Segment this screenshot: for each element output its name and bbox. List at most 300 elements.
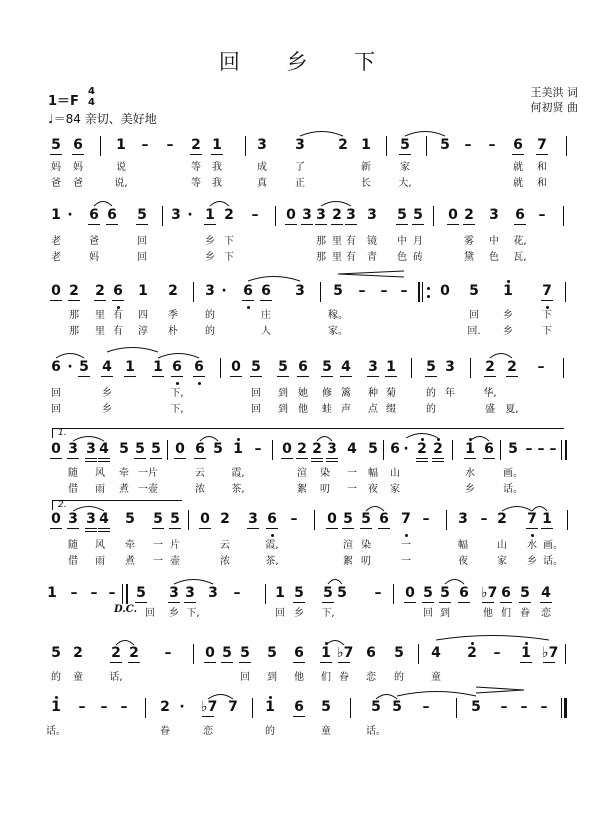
barline: [220, 358, 221, 378]
note: 5: [368, 441, 378, 457]
lyric-syllable: 片: [170, 540, 180, 551]
final-barline: [561, 698, 562, 718]
note: 6: [261, 283, 271, 299]
note: 3: [295, 283, 305, 299]
underline: [311, 461, 323, 462]
lyric-syllable: 的: [51, 672, 61, 683]
lyricist-credit: 王美洪 词: [530, 86, 578, 99]
note: 2: [507, 359, 517, 375]
lyric-syllable: 那: [69, 326, 79, 337]
underline: [439, 602, 451, 603]
note: 2: [191, 137, 201, 153]
lyric-syllable: 眷: [339, 672, 349, 683]
underline: [202, 716, 214, 717]
note: 3: [295, 137, 305, 153]
note: 3: [327, 441, 337, 457]
note: 1: [47, 585, 57, 601]
lyric-syllable: 青: [367, 252, 377, 263]
underline: [378, 528, 390, 529]
note: 6: [513, 137, 523, 153]
lyric-syllable: 雨: [95, 484, 105, 495]
note: 6: [390, 441, 400, 457]
note: 1: [153, 359, 163, 375]
note: –: [537, 441, 545, 457]
note: 0: [327, 511, 337, 527]
barline: [433, 206, 434, 226]
lyric-syllable: 他: [294, 672, 304, 683]
barline: [500, 440, 501, 460]
underline: [311, 458, 323, 459]
lyric-syllable: 色: [489, 252, 499, 263]
double-barline: [126, 584, 128, 604]
note: 7: [228, 699, 238, 715]
underline: [326, 461, 338, 462]
slur: [490, 354, 512, 359]
barline: [275, 206, 276, 226]
lyric-syllable: 就: [513, 178, 523, 189]
lyric-syllable: 年: [445, 388, 455, 399]
note: ·: [67, 359, 73, 375]
note: –: [166, 137, 174, 153]
lyric-syllable: 童: [321, 726, 331, 737]
note: 2: [224, 207, 234, 223]
note: 2: [95, 283, 105, 299]
underline: [136, 224, 148, 225]
note: 0: [200, 511, 210, 527]
slur: [300, 132, 343, 137]
lyric-syllable: 乡: [102, 404, 112, 415]
note: –: [254, 441, 262, 457]
lyric-syllable: 和: [537, 162, 547, 173]
lyric-syllable: 到: [440, 608, 450, 619]
underline: [50, 458, 62, 459]
barline: [193, 282, 194, 302]
lyric-syllable: 那: [316, 252, 326, 263]
note: 6: [172, 359, 182, 375]
note: –: [358, 283, 366, 299]
lyric-syllable: 下,: [170, 404, 184, 415]
note: 3: [489, 207, 499, 223]
note: 2: [168, 283, 178, 299]
lyric-syllable: 蛙: [322, 404, 332, 415]
lyric-syllable: 季: [168, 310, 178, 321]
lyric-syllable: 乡: [169, 608, 179, 619]
note: 1: [265, 699, 275, 715]
note: 1: [542, 511, 552, 527]
double-barline: [565, 440, 567, 460]
underline: [484, 376, 496, 377]
underline: [541, 528, 553, 529]
lyric-syllable: 稼。: [328, 310, 348, 321]
underline: [50, 154, 62, 155]
lyric-syllable: 的: [265, 726, 275, 737]
underline: [204, 662, 216, 663]
note: ·: [187, 207, 193, 223]
volta-bracket: [52, 428, 564, 429]
underline: [447, 224, 459, 225]
note: –: [290, 511, 298, 527]
octave-dot-high: [437, 438, 440, 441]
note: 5: [400, 137, 410, 153]
note: –: [380, 283, 388, 299]
note: 1: [125, 359, 135, 375]
slur: [210, 202, 229, 207]
note: 3: [185, 585, 195, 601]
lyric-syllable: 里: [332, 236, 342, 247]
note: 3: [368, 359, 378, 375]
barline: [350, 698, 351, 718]
note: 7: [537, 137, 547, 153]
barline: [386, 136, 387, 156]
lyric-syllable: 下,: [321, 608, 335, 619]
note: ♭7: [201, 699, 218, 715]
underline: [242, 300, 254, 301]
note: 5: [469, 283, 479, 299]
underline: [85, 528, 97, 529]
note: 5: [471, 699, 481, 715]
note: 2: [417, 441, 427, 457]
note: 5: [170, 511, 180, 527]
note: 2: [111, 645, 121, 661]
note: 5: [426, 359, 436, 375]
note: 6: [366, 645, 376, 661]
note: –: [422, 511, 430, 527]
barline: [426, 136, 427, 156]
barline: [314, 510, 315, 530]
lyric-syllable: 回: [275, 608, 285, 619]
underline: [463, 224, 475, 225]
lyric-syllable: 回: [51, 388, 61, 399]
underline: [68, 300, 80, 301]
lyric-syllable: 们: [321, 672, 331, 683]
note: 2: [338, 137, 348, 153]
note: –: [108, 585, 116, 601]
note: 0: [51, 441, 61, 457]
octave-dot-high: [269, 696, 272, 699]
lyric-syllable: 老: [51, 236, 61, 247]
note: 6: [484, 441, 494, 457]
song-title: 回 乡 下: [218, 50, 396, 74]
underline: [277, 376, 289, 377]
underline: [193, 376, 205, 377]
lyric-syllable: 染: [320, 468, 330, 479]
lyric-syllable: 修: [322, 388, 332, 399]
lyric-syllable: 我: [212, 178, 222, 189]
note: 4: [347, 441, 357, 457]
note: 1: [321, 645, 331, 661]
lyric-syllable: 一: [153, 540, 163, 551]
note: 5: [51, 137, 61, 153]
note: 1: [212, 137, 222, 153]
note: 1: [521, 645, 531, 661]
note: 5: [371, 699, 381, 715]
underline: [239, 662, 251, 663]
lyric-syllable: 壶: [170, 556, 180, 567]
lyric-syllable: 新: [361, 162, 371, 173]
barline: [563, 358, 564, 378]
note: 0: [51, 511, 61, 527]
underline: [483, 458, 495, 459]
note: ♭7: [337, 645, 354, 661]
lyric-syllable: 童: [431, 672, 441, 683]
lyric-syllable: 叨: [320, 484, 330, 495]
note: 5: [440, 585, 450, 601]
lyric-syllable: 下,: [186, 608, 200, 619]
note: 2: [497, 511, 507, 527]
lyric-syllable: 的: [205, 310, 215, 321]
underline: [152, 376, 164, 377]
lyric-syllable: 幅: [368, 468, 378, 479]
lyric-syllable: 篱: [341, 388, 351, 399]
barline: [265, 584, 266, 604]
note: –: [500, 699, 508, 715]
lyric-syllable: 山: [497, 540, 507, 551]
note: –: [464, 137, 472, 153]
note: –: [164, 645, 172, 661]
lyric-syllable: 到: [278, 388, 288, 399]
underline: [50, 528, 62, 529]
lyric-syllable: 牵: [119, 468, 129, 479]
lyric-syllable: 一片: [138, 468, 158, 479]
barline: [563, 206, 564, 226]
underline: [101, 376, 113, 377]
note: –: [488, 137, 496, 153]
underline: [399, 154, 411, 155]
lyric-syllable: 回.: [467, 326, 481, 337]
underline: [266, 528, 278, 529]
note: 6: [267, 511, 277, 527]
barline: [418, 644, 419, 664]
slur: [436, 636, 549, 641]
lyric-syllable: 茶,: [231, 484, 245, 495]
note: 5: [240, 645, 250, 661]
underline: [322, 602, 334, 603]
tempo-marking: ♩＝84 亲切、美好地: [48, 112, 157, 126]
note: 5: [413, 207, 423, 223]
barline: [565, 282, 566, 302]
lyric-syllable: 菊: [386, 388, 396, 399]
barline: [446, 510, 447, 530]
barline: [411, 358, 412, 378]
note: 5: [333, 283, 343, 299]
underline: [152, 528, 164, 529]
barline: [383, 440, 384, 460]
underline: [321, 376, 333, 377]
double-barline: [561, 440, 562, 460]
note: 6: [379, 511, 389, 527]
underline: [416, 461, 428, 462]
note: 6: [298, 359, 308, 375]
note: 5: [294, 585, 304, 601]
octave-dot-high: [469, 438, 472, 441]
note: 6: [113, 283, 123, 299]
hairpin: [338, 271, 404, 277]
underline: [85, 458, 97, 459]
underline: [412, 224, 424, 225]
underline: [199, 528, 211, 529]
note: 2: [220, 511, 230, 527]
lyric-syllable: 云: [195, 468, 205, 479]
note: 3: [86, 511, 96, 527]
lyric-syllable: 砖: [413, 252, 423, 263]
note: 6: [501, 585, 511, 601]
note: 1: [116, 137, 126, 153]
note: –: [70, 585, 78, 601]
lyric-syllable: 成: [257, 162, 267, 173]
note: 6: [459, 585, 469, 601]
lyric-syllable: 里: [332, 252, 342, 263]
underline: [458, 602, 470, 603]
underline: [135, 602, 147, 603]
note: 1: [233, 441, 243, 457]
octave-dot-high: [471, 642, 474, 645]
underline: [67, 458, 79, 459]
lyric-syllable: 里: [95, 326, 105, 337]
lyric-syllable: 爸: [73, 178, 83, 189]
lyric-syllable: 真: [257, 178, 267, 189]
underline: [98, 458, 110, 459]
lyric-syllable: 煮: [125, 556, 135, 567]
slur: [445, 580, 464, 585]
note: 3: [208, 585, 218, 601]
lyric-syllable: 下,: [170, 388, 184, 399]
lyric-syllable: 眷: [160, 726, 170, 737]
lyric-syllable: 恋: [203, 726, 213, 737]
lyric-syllable: 话,: [109, 672, 123, 683]
lyric-syllable: 黛: [464, 252, 474, 263]
lyric-syllable: 盛: [485, 404, 495, 415]
note: ♭7: [481, 585, 498, 601]
lyric-syllable: 山: [390, 468, 400, 479]
lyric-syllable: 画。: [543, 540, 563, 551]
lyric-syllable: 恋: [366, 672, 376, 683]
barline: [566, 136, 567, 156]
barline: [162, 206, 163, 226]
note: 6: [243, 283, 253, 299]
lyric-syllable: 家: [497, 556, 507, 567]
lyric-syllable: 有: [113, 310, 123, 321]
underline: [519, 602, 531, 603]
note: 5: [151, 441, 161, 457]
lyric-syllable: 借: [68, 556, 78, 567]
underline: [171, 376, 183, 377]
note: 6: [294, 645, 304, 661]
repeat-dot: [427, 295, 430, 298]
note: –: [100, 699, 108, 715]
underline: [124, 376, 136, 377]
lyric-syllable: 大,: [398, 178, 412, 189]
note: –: [233, 585, 241, 601]
lyric-syllable: 话。: [46, 726, 66, 737]
lyric-syllable: 回: [469, 310, 479, 321]
lyric-syllable: 他: [298, 404, 308, 415]
underline: [540, 602, 552, 603]
lyric-syllable: 妈: [73, 162, 83, 173]
barline: [393, 584, 394, 604]
note: –: [120, 699, 128, 715]
lyric-syllable: 乡: [465, 484, 475, 495]
note: –: [480, 511, 488, 527]
note: 1: [138, 283, 148, 299]
lyric-syllable: 那: [316, 236, 326, 247]
underline: [296, 458, 308, 459]
note: 3: [367, 207, 377, 223]
note: 0: [440, 283, 450, 299]
underline: [432, 458, 444, 459]
underline: [250, 376, 262, 377]
slur: [405, 132, 445, 137]
underline: [416, 458, 428, 459]
volta-bracket: [52, 500, 182, 501]
underline: [520, 662, 532, 663]
lyric-syllable: 说: [116, 162, 126, 173]
lyric-syllable: 说,: [114, 178, 128, 189]
underline: [506, 376, 518, 377]
lyric-syllable: 夏,: [505, 404, 519, 415]
lyric-syllable: 下: [224, 252, 234, 263]
lyric-syllable: 瓦,: [513, 252, 527, 263]
underline: [360, 528, 372, 529]
underline: [194, 458, 206, 459]
note: 2: [485, 359, 495, 375]
lyric-syllable: 话。: [366, 726, 386, 737]
underline: [482, 602, 494, 603]
underline: [385, 376, 397, 377]
note: 3: [86, 441, 96, 457]
lyric-syllable: 正: [295, 178, 305, 189]
note: 0: [282, 441, 292, 457]
barline: [456, 698, 457, 718]
note: 4: [99, 441, 109, 457]
slur: [107, 348, 158, 353]
note: 2: [129, 645, 139, 661]
underline: [150, 458, 162, 459]
note: 0: [405, 585, 415, 601]
barline: [188, 510, 189, 530]
note: 5: [394, 645, 404, 661]
note: –: [90, 585, 98, 601]
underline: [500, 602, 512, 603]
note: 3: [257, 137, 267, 153]
lyric-syllable: 话。: [543, 556, 563, 567]
underline: [281, 458, 293, 459]
lyric-syllable: 等: [191, 162, 201, 173]
underline: [331, 224, 343, 225]
note: 1: [275, 585, 285, 601]
lyric-syllable: 牵: [125, 540, 135, 551]
note: –: [493, 645, 501, 661]
lyric-syllable: 茶,: [265, 556, 279, 567]
note: 7: [542, 283, 552, 299]
underline: [340, 376, 352, 377]
lyric-syllable: 我: [212, 162, 222, 173]
lyric-syllable: 浓: [220, 556, 230, 567]
note: 3: [458, 511, 468, 527]
lyric-syllable: 浓: [195, 484, 205, 495]
lyric-syllable: 风: [95, 468, 105, 479]
note: 2: [312, 441, 322, 457]
note: 5: [508, 441, 518, 457]
note: 7: [527, 511, 537, 527]
octave-dot-high: [421, 438, 424, 441]
note: 1: [51, 699, 61, 715]
barline: [470, 358, 471, 378]
lyric-syllable: 月: [413, 236, 423, 247]
note: 5: [337, 585, 347, 601]
note: 5: [136, 585, 146, 601]
lyric-syllable: 恋: [541, 608, 551, 619]
lyric-syllable: 一: [153, 556, 163, 567]
